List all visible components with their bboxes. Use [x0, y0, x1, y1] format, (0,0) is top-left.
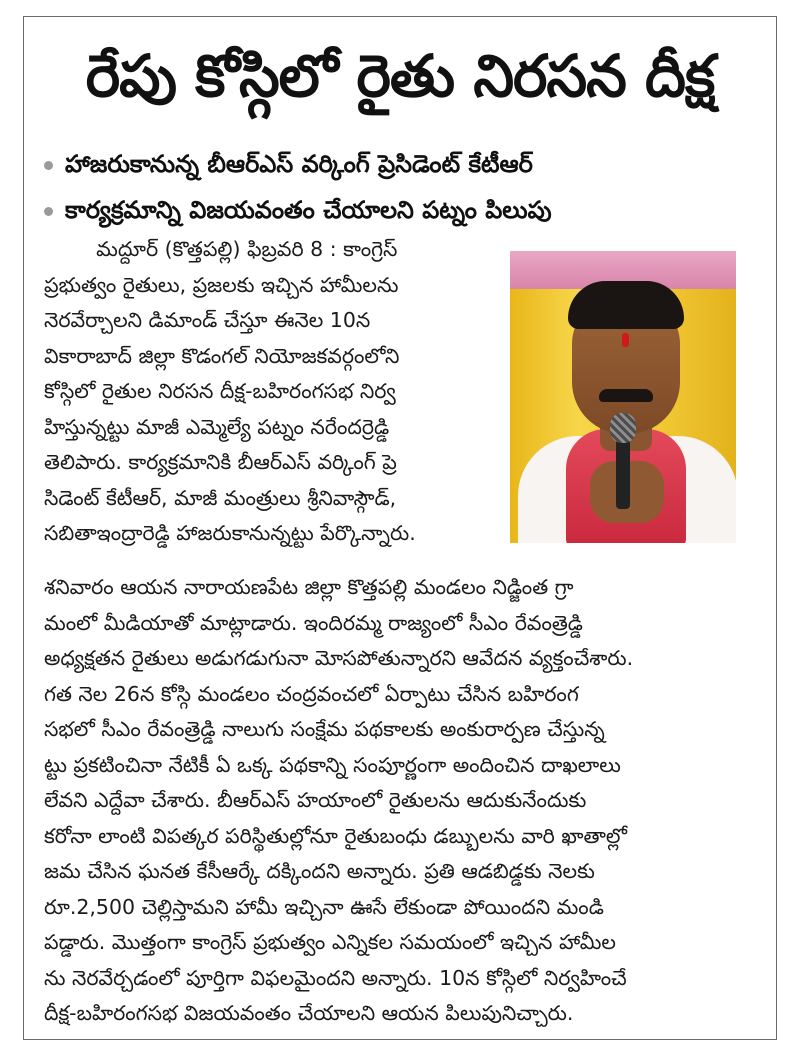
text-line: పడ్డారు. మొత్తంగా కాంగ్రెస్ ప్రభుత్వం ఎన్నికల సమయంలో ఇచ్చిన హామీల: [44, 930, 616, 954]
article-headline: రేపు కోస్గిలో రైతు నిరసన దీక్ష: [85, 42, 715, 110]
bullet-dot-icon: [44, 161, 53, 170]
text-line: మద్దూర్ (కొత్తపల్లి) ఫిబ్రవరి 8 : కాంగ్రెస్: [44, 237, 398, 261]
bullet-text: కార్యక్రమాన్ని విజయవంతం చేయాలని పట్నం పిలుపు: [65, 196, 552, 224]
sub-headline-bullet: [44, 190, 552, 230]
speaker-photo: [510, 251, 736, 543]
text-line: వికారాబాద్ జిల్లా కొడంగల్ నియోజకవర్గంలోని: [44, 343, 400, 368]
bullet-text: హాజరుకానున్న బీఆర్ఎస్ వర్కింగ్ ప్రెసిడెంట్ కేటీఆర్: [65, 150, 533, 178]
bullet-dot-icon: [44, 207, 53, 216]
text-line: ట్టు ప్రకటించినా నేటికీ ఏ ఒక్క పథకాన్ని సంపూర్ణంగా అందించిన దాఖలాలు: [44, 752, 621, 777]
text-line: కోస్గిలో రైతుల నిరసన దీక్ష-బహిరంగసభ నిర్వ: [44, 379, 396, 403]
text-line: గత నెల 26న కోస్గి మండలం చంద్రవంచలో ఏర్పాటు చేసిన బహిరంగ: [44, 681, 579, 706]
text-line: శనివారం ఆయన నారాయణపేట జిల్లా కొత్తపల్లి మండలం నిడ్జింత గ్రా: [44, 575, 574, 599]
microphone-icon: [610, 413, 636, 443]
article-body-paragraph: [44, 570, 756, 1032]
text-line: దీక్ష-బహిరంగసభ విజయవంతం చేయాలని ఆయన పిలుపునిచ్చారు.: [44, 1001, 574, 1025]
text-line: తెలిపారు. కార్యక్రమానికి బీఆర్ఎస్ వర్కింగ్ ప్రె: [44, 450, 397, 474]
text-line: ప్రభుత్వం రైతులు, ప్రజలకు ఇచ్చిన హామీలను: [44, 272, 399, 297]
text-line: మంలో మీడియాతో మాట్లాడారు. ఇందిరమ్మ రాజ్యంలో సీఎం రేవంత్రెడ్డి: [44, 610, 583, 635]
text-line: నెరవేర్చాలని డిమాండ్ చేస్తూ ఈనెల 10న: [44, 308, 371, 332]
text-line: అధ్యక్షతన రైతులు అడుగడుగునా మోసపోతున్నారని ఆవేదన వ్యక్తంచేశారు.: [44, 646, 634, 670]
article-lead-paragraph: [44, 232, 499, 552]
text-line: రూ.2,500 చెల్లిస్తామని హామీ ఇచ్చినా ఊసే లేకుండా పోయిందని మండి: [44, 894, 604, 919]
text-line: సిడెంట్ కేటీఆర్, మాజీ మంత్రులు శ్రీనివాస్గౌడ్,: [44, 485, 397, 510]
sub-headline-bullet: [44, 144, 533, 184]
text-line: జమ చేసిన ఘనత కేసీఆర్కే దక్కిందని అన్నారు. ప్రతి ఆడబిడ్డకు నెలకు: [44, 859, 595, 883]
text-line: హిస్తున్నట్టు మాజీ ఎమ్మెల్యే పట్నం నరేందర్రెడ్డి: [44, 414, 390, 439]
text-line: ను నెరవేర్చడంలో పూర్తిగా విఫలమైందని అన్నారు. 10న కోస్గిలో నిర్వహించే: [44, 965, 627, 990]
text-line: సబితాఇంద్రారెడ్డి హాజరుకానున్నట్టు పేర్కొన్నారు.: [44, 521, 416, 545]
text-line: లేవని ఎద్దేవా చేశారు. బీఆర్ఎస్ హయాంలో రైతులను ఆదుకునేందుకు: [44, 788, 587, 812]
text-line: కరోనా లాంటి విపత్కర పరిస్థితుల్లోనూ రైతుబంధు డబ్బులను వారి ఖాతాల్లో: [44, 823, 627, 848]
text-line: సభలో సీఎం రేవంత్రెడ్డి నాలుగు సంక్షేమ పథకాలకు అంకురార్పణ చేస్తున్న: [44, 717, 605, 741]
